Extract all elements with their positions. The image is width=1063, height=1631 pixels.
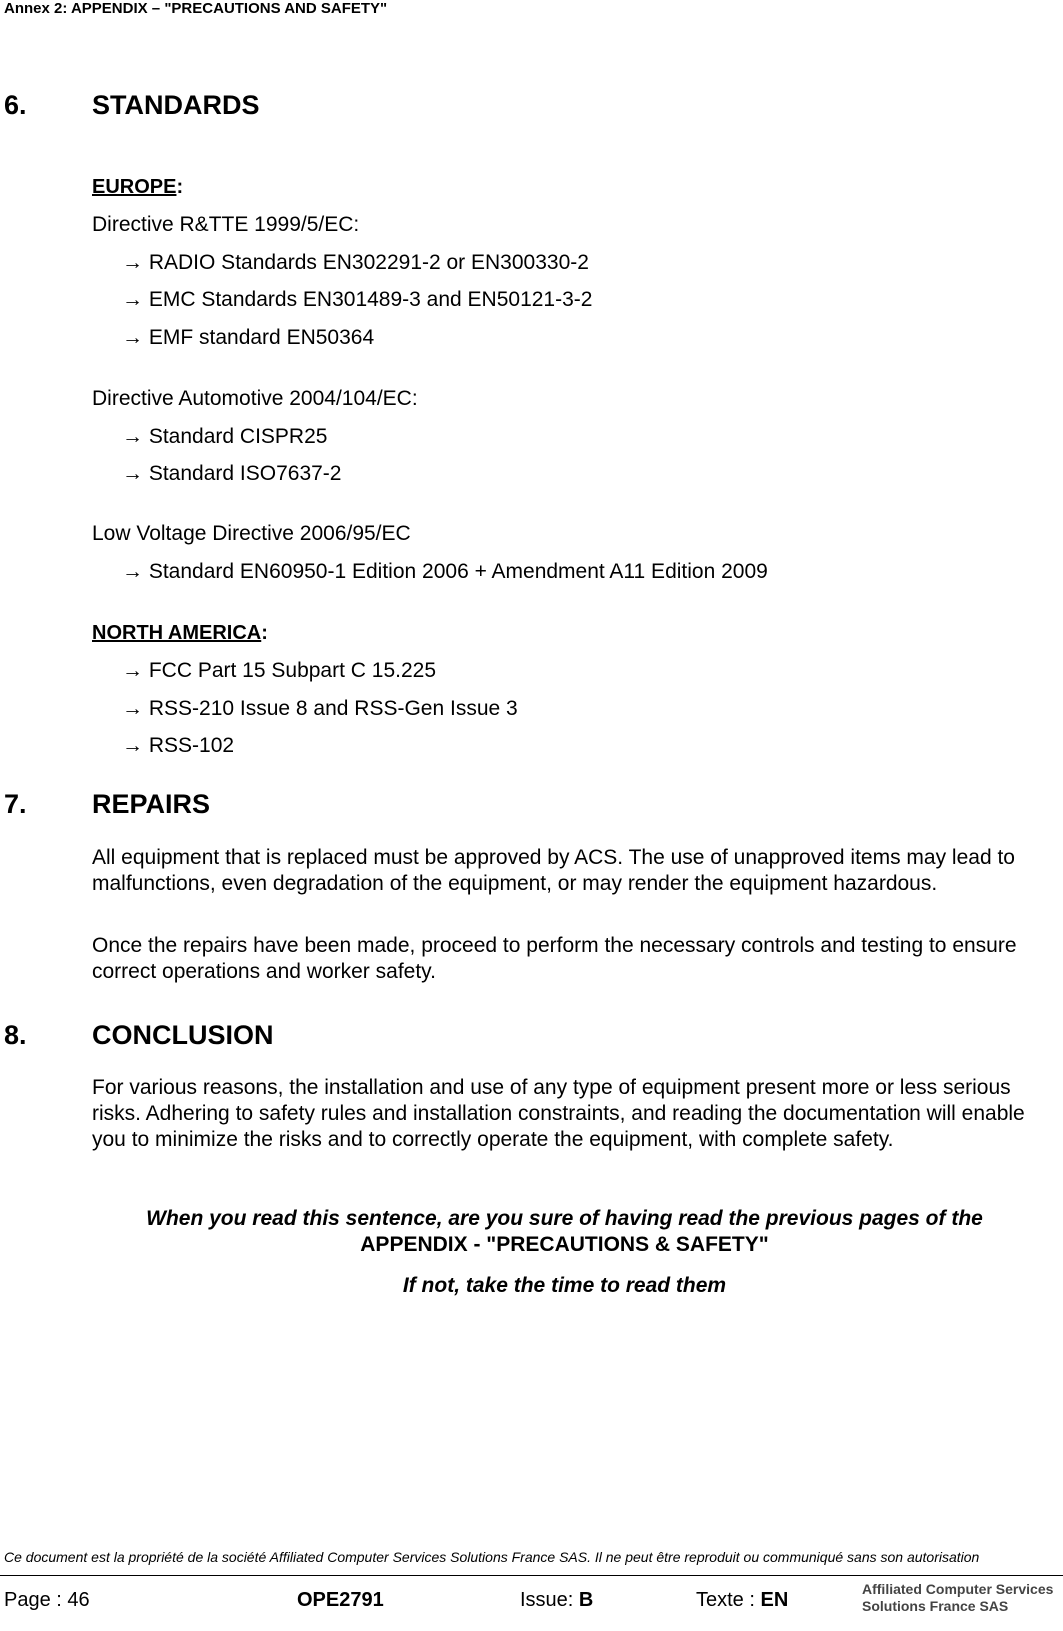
footer-page-number: Page : 46 bbox=[4, 1589, 90, 1611]
company-logo: Affiliated Computer Services Solutions France SAS bbox=[862, 1581, 1054, 1614]
arrow-icon: → bbox=[122, 288, 143, 311]
arrow-icon: → bbox=[122, 462, 143, 485]
directive-low-voltage: Low Voltage Directive 2006/95/EC bbox=[92, 522, 411, 545]
section-8-number: 8. bbox=[4, 1020, 27, 1050]
conclusion-paragraph: For various reasons, the installation and use of any type of equipment present more or less serious risks. Adhering to safety rules and installation constraints, and reading the documentation will enable you to minimize the risks and to correctly operate the equipment, with complete safety. bbox=[92, 1076, 1025, 1151]
section-7-number: 7. bbox=[4, 789, 27, 819]
reminder-note-italic: When you read this sentence, are you sure of having read the previous pages of the bbox=[146, 1207, 983, 1230]
europe-heading-colon: : bbox=[176, 176, 184, 198]
repairs-paragraph-2: Once the repairs have been made, proceed to perform the necessary controls and testing to ensure correct operations and worker safety. bbox=[92, 934, 1017, 983]
running-header: Annex 2: APPENDIX – "PRECAUTIONS AND SAFETY" bbox=[4, 0, 388, 17]
list-item: → Standard EN60950-1 Edition 2006 + Amendment A11 Edition 2009 bbox=[122, 560, 768, 583]
list-item: → EMC Standards EN301489-3 and EN50121-3-2 bbox=[122, 288, 593, 311]
section-8-title: CONCLUSION bbox=[92, 1020, 274, 1050]
directive-rtte: Directive R&TTE 1999/5/EC: bbox=[92, 213, 360, 236]
europe-heading-text: EUROPE bbox=[92, 176, 177, 198]
section-6-title: STANDARDS bbox=[92, 90, 260, 120]
footer-texte: Texte : EN bbox=[696, 1589, 789, 1611]
north-america-heading-colon: : bbox=[261, 622, 268, 644]
north-america-heading bbox=[92, 622, 268, 645]
arrow-icon: → bbox=[122, 326, 143, 349]
footer-doc-ref: OPE2791 bbox=[297, 1589, 384, 1611]
list-item: → Standard ISO7637-2 bbox=[122, 462, 342, 485]
list-item: → RADIO Standards EN302291-2 or EN300330-2 bbox=[122, 251, 589, 274]
list-item: → RSS-210 Issue 8 and RSS-Gen Issue 3 bbox=[122, 697, 518, 720]
list-item: → RSS-102 bbox=[122, 734, 235, 757]
arrow-icon: → bbox=[122, 560, 143, 583]
arrow-icon: → bbox=[122, 697, 143, 720]
arrow-icon: → bbox=[122, 734, 143, 757]
section-6-number: 6. bbox=[4, 90, 27, 120]
north-america-heading-text: NORTH AMERICA bbox=[92, 622, 262, 644]
list-item: → FCC Part 15 Subpart C 15.225 bbox=[122, 659, 436, 682]
footer-divider bbox=[0, 1575, 1063, 1576]
directive-automotive: Directive Automotive 2004/104/EC: bbox=[92, 387, 418, 410]
arrow-icon: → bbox=[122, 659, 143, 682]
footer-copyright-note: Ce document est la propriété de la société Affiliated Computer Services Solutions France SAS. Il ne peut être reproduit ou communiqué sans son autorisation bbox=[4, 1549, 980, 1565]
repairs-paragraph-1: All equipment that is replaced must be approved by ACS. The use of unapproved items may lead to malfunctions, even degradation of the equipment, or may render the equipment hazardous. bbox=[92, 846, 1015, 895]
list-item: → Standard CISPR25 bbox=[122, 425, 328, 448]
europe-heading bbox=[92, 176, 183, 199]
arrow-icon: → bbox=[122, 425, 143, 448]
reminder-note bbox=[92, 1206, 1037, 1258]
list-item: → EMF standard EN50364 bbox=[122, 326, 375, 349]
reminder-note-2: If not, take the time to read them bbox=[402, 1274, 727, 1297]
reminder-note-appendix: APPENDIX - "PRECAUTIONS & SAFETY" bbox=[360, 1233, 769, 1256]
arrow-icon: → bbox=[122, 251, 143, 274]
section-7-title: REPAIRS bbox=[92, 789, 211, 819]
footer-issue: Issue: B bbox=[520, 1589, 594, 1611]
